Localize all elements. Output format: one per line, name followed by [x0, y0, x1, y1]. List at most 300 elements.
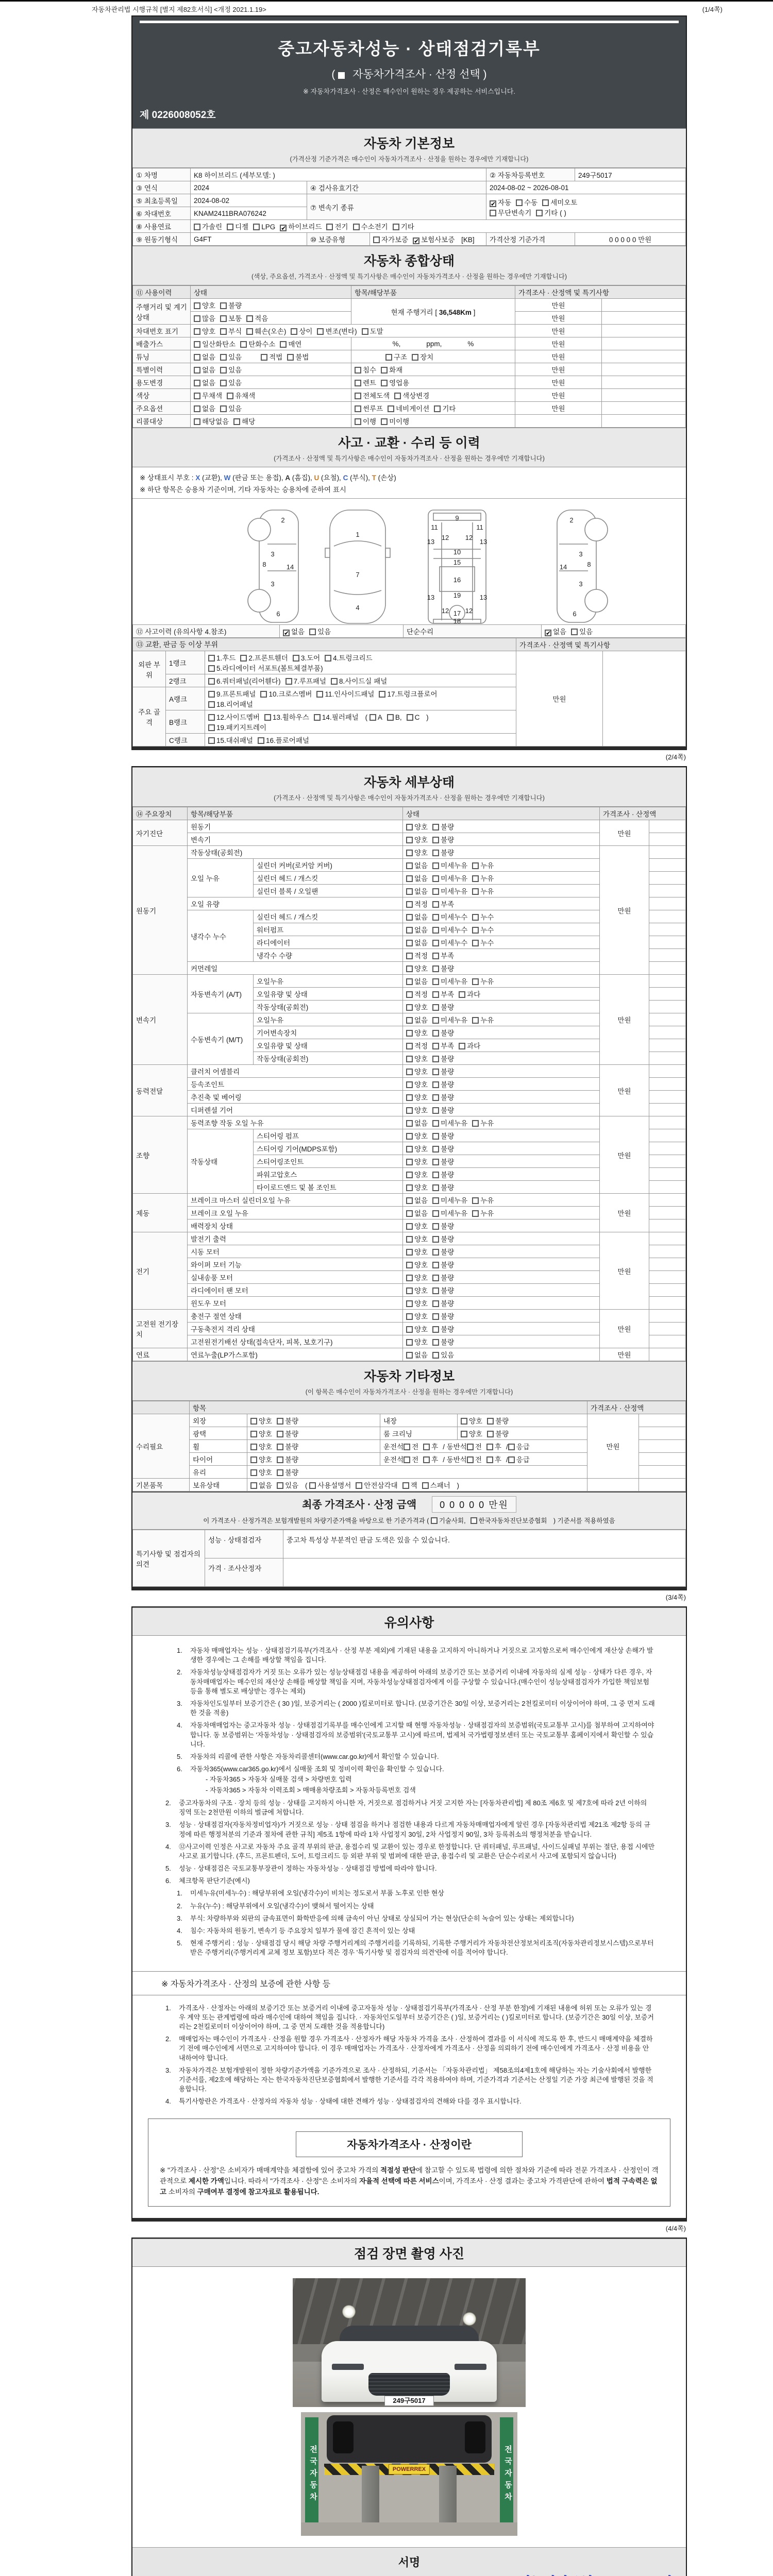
- checkbox[interactable]: [406, 1223, 413, 1230]
- checkbox[interactable]: [432, 927, 439, 934]
- checkbox-item[interactable]: [406, 1132, 428, 1140]
- checkbox-item[interactable]: [432, 1094, 454, 1101]
- checkbox-item[interactable]: [406, 1210, 428, 1217]
- checkbox[interactable]: [338, 72, 345, 79]
- checkbox-item[interactable]: [208, 690, 256, 698]
- checkbox[interactable]: [277, 1482, 283, 1489]
- checkbox[interactable]: [434, 405, 441, 412]
- checkbox-item[interactable]: [470, 1517, 547, 1524]
- checkbox-item[interactable]: [461, 1430, 482, 1438]
- checkbox-item[interactable]: [220, 366, 242, 374]
- checkbox-item[interactable]: [355, 379, 376, 387]
- checkbox-item[interactable]: [432, 913, 467, 921]
- checkbox-item[interactable]: [277, 1482, 298, 1489]
- checkbox-item[interactable]: [194, 315, 215, 323]
- checkbox-item[interactable]: [432, 1274, 454, 1282]
- checkbox-item[interactable]: [406, 1171, 428, 1179]
- checkbox[interactable]: ✔: [284, 630, 290, 637]
- checkbox[interactable]: [220, 328, 227, 335]
- checkbox-item[interactable]: [194, 405, 215, 413]
- checkbox-item[interactable]: [406, 1223, 428, 1230]
- checkbox-item[interactable]: [381, 418, 409, 426]
- checkbox[interactable]: [406, 1107, 413, 1114]
- checkbox-item[interactable]: [432, 1029, 454, 1037]
- checkbox-item[interactable]: [277, 1469, 298, 1477]
- checkbox[interactable]: [472, 1120, 479, 1127]
- checkbox-item[interactable]: [208, 724, 266, 732]
- checkbox-item[interactable]: [472, 1120, 494, 1127]
- checkbox-item[interactable]: [388, 405, 429, 413]
- checkbox-item[interactable]: [472, 1197, 494, 1205]
- checkbox[interactable]: [432, 1030, 439, 1037]
- checkbox[interactable]: [571, 629, 578, 635]
- checkbox-item[interactable]: [432, 1081, 454, 1089]
- checkbox-item[interactable]: [432, 926, 467, 934]
- checkbox[interactable]: [423, 1456, 430, 1463]
- checkbox-item[interactable]: [260, 690, 312, 698]
- checkbox[interactable]: [406, 862, 413, 869]
- checkbox-item[interactable]: [362, 328, 383, 335]
- checkbox[interactable]: [317, 328, 324, 335]
- checkbox-item[interactable]: [472, 875, 494, 883]
- checkbox-item[interactable]: [413, 236, 455, 244]
- checkbox-item[interactable]: [381, 379, 409, 387]
- checkbox[interactable]: [208, 655, 215, 662]
- checkbox[interactable]: [194, 405, 200, 412]
- checkbox-item[interactable]: [432, 1055, 454, 1063]
- checkbox[interactable]: [220, 405, 227, 412]
- checkbox-item[interactable]: [516, 199, 537, 207]
- checkbox-item[interactable]: [536, 209, 566, 217]
- checkbox-item[interactable]: [194, 353, 215, 361]
- checkbox-item[interactable]: [356, 1482, 397, 1489]
- checkbox[interactable]: [194, 380, 200, 386]
- checkbox-item[interactable]: [472, 926, 494, 934]
- checkbox-item[interactable]: [220, 405, 242, 413]
- checkbox-item[interactable]: [393, 223, 414, 231]
- checkbox-item[interactable]: [406, 1184, 428, 1192]
- checkbox[interactable]: [246, 315, 253, 322]
- checkbox-item[interactable]: [406, 862, 428, 870]
- checkbox[interactable]: [432, 1043, 439, 1049]
- checkbox-item[interactable]: [545, 628, 566, 636]
- checkbox-item[interactable]: [387, 714, 402, 721]
- checkbox[interactable]: [406, 1146, 413, 1153]
- checkbox[interactable]: [194, 302, 200, 309]
- checkbox-item[interactable]: [490, 199, 511, 207]
- checkbox[interactable]: [406, 1326, 413, 1333]
- checkbox[interactable]: [432, 1120, 439, 1127]
- checkbox-item[interactable]: [406, 1042, 428, 1050]
- checkbox-item[interactable]: [369, 714, 382, 721]
- checkbox[interactable]: [406, 1352, 413, 1359]
- checkbox-item[interactable]: [432, 901, 454, 908]
- checkbox[interactable]: [316, 691, 323, 698]
- checkbox[interactable]: [432, 1287, 439, 1294]
- checkbox[interactable]: [331, 678, 338, 685]
- checkbox[interactable]: [362, 328, 368, 335]
- checkbox-item[interactable]: [432, 836, 454, 844]
- checkbox[interactable]: [542, 199, 549, 206]
- checkbox[interactable]: [472, 888, 479, 895]
- checkbox-item[interactable]: [467, 1443, 482, 1451]
- checkbox[interactable]: [314, 714, 321, 721]
- checkbox[interactable]: [432, 888, 439, 895]
- checkbox[interactable]: [432, 1210, 439, 1217]
- checkbox-item[interactable]: [264, 714, 309, 721]
- checkbox[interactable]: [432, 1172, 439, 1178]
- checkbox-item[interactable]: [432, 888, 467, 895]
- checkbox-item[interactable]: [432, 1158, 454, 1166]
- checkbox[interactable]: [406, 1339, 413, 1346]
- checkbox-item[interactable]: [432, 1004, 454, 1011]
- checkbox-item[interactable]: [406, 1055, 428, 1063]
- checkbox[interactable]: [253, 224, 260, 230]
- checkbox[interactable]: [432, 1313, 439, 1320]
- checkbox[interactable]: [432, 1094, 439, 1101]
- checkbox[interactable]: [432, 978, 439, 985]
- checkbox-item[interactable]: [277, 1456, 298, 1464]
- checkbox-item[interactable]: [406, 901, 428, 908]
- checkbox-item[interactable]: [379, 690, 437, 698]
- checkbox-item[interactable]: [280, 223, 322, 231]
- checkbox[interactable]: [250, 1482, 257, 1489]
- checkbox[interactable]: [406, 1133, 413, 1140]
- checkbox-item[interactable]: [432, 1107, 454, 1114]
- checkbox[interactable]: [432, 875, 439, 882]
- checkbox-item[interactable]: [432, 1132, 454, 1140]
- checkbox-item[interactable]: [325, 654, 372, 662]
- checkbox[interactable]: [406, 901, 413, 908]
- checkbox-item[interactable]: [406, 1120, 428, 1127]
- checkbox-item[interactable]: [406, 849, 428, 857]
- checkbox[interactable]: [432, 1223, 439, 1230]
- checkbox[interactable]: [406, 1275, 413, 1281]
- checkbox-item[interactable]: [208, 654, 236, 662]
- checkbox[interactable]: [220, 315, 227, 322]
- checkbox[interactable]: [373, 236, 380, 243]
- checkbox-item[interactable]: [432, 1287, 454, 1295]
- checkbox-item[interactable]: [432, 1197, 467, 1205]
- checkbox[interactable]: [406, 1300, 413, 1307]
- checkbox-item[interactable]: [194, 341, 236, 348]
- checkbox[interactable]: [240, 341, 247, 348]
- checkbox[interactable]: [208, 737, 215, 744]
- checkbox-item[interactable]: [472, 862, 494, 870]
- checkbox-item[interactable]: [432, 1171, 454, 1179]
- checkbox[interactable]: [326, 224, 333, 230]
- checkbox-item[interactable]: [355, 418, 376, 426]
- checkbox[interactable]: [432, 965, 439, 972]
- checkbox-item[interactable]: [432, 1313, 454, 1320]
- checkbox[interactable]: [220, 354, 227, 361]
- checkbox[interactable]: [387, 714, 394, 721]
- checkbox[interactable]: [486, 1444, 493, 1450]
- checkbox-item[interactable]: [486, 1456, 501, 1464]
- checkbox[interactable]: [508, 1456, 515, 1463]
- checkbox-item[interactable]: [208, 677, 281, 685]
- checkbox-item[interactable]: [542, 199, 577, 207]
- checkbox-item[interactable]: [432, 1261, 454, 1269]
- checkbox[interactable]: [404, 1444, 410, 1450]
- checkbox-item[interactable]: [432, 1068, 454, 1076]
- checkbox[interactable]: [277, 1469, 283, 1476]
- checkbox[interactable]: [355, 405, 361, 412]
- checkbox-item[interactable]: [406, 1081, 428, 1089]
- checkbox[interactable]: [240, 655, 247, 662]
- checkbox-item[interactable]: [250, 1482, 272, 1489]
- checkbox[interactable]: [250, 1456, 257, 1463]
- checkbox-item[interactable]: [406, 1313, 428, 1320]
- checkbox[interactable]: [194, 393, 200, 399]
- checkbox[interactable]: [467, 1444, 474, 1450]
- checkbox[interactable]: [309, 629, 316, 635]
- checkbox-item[interactable]: [240, 654, 288, 662]
- checkbox[interactable]: [194, 315, 200, 322]
- checkbox[interactable]: [388, 405, 394, 412]
- checkbox-item[interactable]: [277, 1430, 298, 1438]
- checkbox[interactable]: [208, 724, 215, 731]
- checkbox[interactable]: [412, 354, 418, 361]
- checkbox[interactable]: [287, 354, 294, 361]
- checkbox[interactable]: [406, 1262, 413, 1268]
- checkbox[interactable]: [432, 1275, 439, 1281]
- checkbox-item[interactable]: [194, 392, 222, 400]
- checkbox-item[interactable]: [208, 665, 323, 672]
- checkbox-item[interactable]: [412, 353, 433, 361]
- checkbox-item[interactable]: [250, 1469, 272, 1477]
- checkbox[interactable]: [406, 1236, 413, 1243]
- checkbox[interactable]: [369, 714, 376, 721]
- checkbox-item[interactable]: [432, 1210, 467, 1217]
- checkbox-item[interactable]: [490, 209, 531, 217]
- checkbox[interactable]: [487, 1431, 494, 1437]
- checkbox[interactable]: [246, 328, 253, 335]
- checkbox[interactable]: [406, 978, 413, 985]
- checkbox[interactable]: [470, 1517, 477, 1524]
- checkbox[interactable]: [194, 341, 200, 348]
- checkbox[interactable]: [250, 1431, 257, 1437]
- checkbox[interactable]: [406, 1313, 413, 1320]
- checkbox[interactable]: [536, 210, 543, 216]
- checkbox[interactable]: [208, 691, 215, 698]
- checkbox-item[interactable]: [432, 939, 467, 947]
- checkbox[interactable]: [381, 367, 388, 374]
- checkbox[interactable]: [432, 837, 439, 843]
- checkbox-item[interactable]: [220, 328, 242, 335]
- checkbox[interactable]: [432, 1352, 439, 1359]
- checkbox-item[interactable]: [406, 1158, 428, 1166]
- checkbox[interactable]: [277, 1456, 283, 1463]
- checkbox[interactable]: [261, 354, 267, 361]
- checkbox-item[interactable]: [459, 1042, 480, 1050]
- checkbox-item[interactable]: [194, 302, 215, 310]
- checkbox[interactable]: [194, 328, 200, 335]
- checkbox-item[interactable]: [571, 628, 593, 636]
- checkbox-item[interactable]: [407, 714, 420, 721]
- checkbox-item[interactable]: [406, 1261, 428, 1269]
- checkbox[interactable]: [432, 1056, 439, 1062]
- checkbox-item[interactable]: [472, 913, 494, 921]
- checkbox-item[interactable]: [331, 677, 387, 685]
- checkbox[interactable]: [394, 393, 401, 399]
- checkbox-item[interactable]: [406, 1107, 428, 1114]
- checkbox-item[interactable]: [227, 223, 248, 231]
- checkbox[interactable]: [459, 1043, 465, 1049]
- checkbox[interactable]: [406, 1120, 413, 1127]
- checkbox-item[interactable]: [406, 991, 428, 998]
- checkbox[interactable]: [472, 862, 479, 869]
- checkbox-item[interactable]: [261, 353, 282, 361]
- checkbox[interactable]: [432, 1159, 439, 1165]
- checkbox[interactable]: [250, 1469, 257, 1476]
- checkbox[interactable]: [406, 1197, 413, 1204]
- checkbox[interactable]: [406, 1081, 413, 1088]
- checkbox[interactable]: [472, 978, 479, 985]
- checkbox[interactable]: [406, 965, 413, 972]
- checkbox-item[interactable]: [406, 1274, 428, 1282]
- checkbox[interactable]: [472, 1197, 479, 1204]
- checkbox[interactable]: [432, 1146, 439, 1153]
- checkbox-item[interactable]: [432, 1184, 454, 1192]
- checkbox[interactable]: [381, 418, 388, 425]
- checkbox[interactable]: [516, 199, 523, 206]
- checkbox-item[interactable]: [487, 1430, 509, 1438]
- checkbox[interactable]: [208, 678, 215, 685]
- checkbox[interactable]: [404, 1456, 410, 1463]
- checkbox-item[interactable]: [406, 1300, 428, 1308]
- checkbox-item[interactable]: [459, 991, 480, 998]
- checkbox[interactable]: [194, 224, 200, 230]
- checkbox-item[interactable]: [406, 888, 428, 895]
- checkbox[interactable]: [406, 837, 413, 843]
- checkbox[interactable]: [277, 1418, 283, 1425]
- checkbox[interactable]: [325, 655, 331, 662]
- checkbox[interactable]: [208, 665, 215, 672]
- checkbox-item[interactable]: [208, 714, 260, 721]
- checkbox-item[interactable]: [432, 1235, 454, 1243]
- checkbox-item[interactable]: [194, 223, 222, 231]
- checkbox[interactable]: [356, 1482, 362, 1489]
- checkbox[interactable]: [461, 1418, 467, 1425]
- checkbox[interactable]: [355, 380, 361, 386]
- checkbox[interactable]: [432, 862, 439, 869]
- checkbox-item[interactable]: [280, 341, 301, 348]
- checkbox[interactable]: [490, 210, 496, 216]
- checkbox-item[interactable]: [422, 1482, 450, 1489]
- checkbox[interactable]: [432, 1184, 439, 1191]
- checkbox-item[interactable]: [432, 849, 454, 857]
- checkbox[interactable]: [309, 1482, 316, 1489]
- checkbox-item[interactable]: [467, 1456, 482, 1464]
- checkbox-item[interactable]: [431, 1517, 466, 1524]
- checkbox[interactable]: [406, 1017, 413, 1024]
- checkbox-item[interactable]: [314, 714, 359, 721]
- checkbox-item[interactable]: [406, 1338, 428, 1346]
- checkbox[interactable]: [432, 1339, 439, 1346]
- checkbox[interactable]: [194, 354, 200, 361]
- checkbox-item[interactable]: [432, 991, 454, 998]
- checkbox[interactable]: [379, 691, 385, 698]
- checkbox[interactable]: [264, 714, 271, 721]
- checkbox-item[interactable]: [194, 328, 215, 335]
- checkbox-item[interactable]: [246, 328, 286, 335]
- checkbox[interactable]: ✔: [546, 630, 551, 637]
- checkbox[interactable]: [293, 655, 299, 662]
- checkbox-item[interactable]: [472, 939, 494, 947]
- checkbox-item[interactable]: [472, 1016, 494, 1024]
- checkbox[interactable]: [406, 1056, 413, 1062]
- checkbox[interactable]: [432, 1081, 439, 1088]
- checkbox-item[interactable]: [432, 1248, 454, 1256]
- checkbox[interactable]: [432, 1262, 439, 1268]
- checkbox[interactable]: [432, 940, 439, 946]
- checkbox-item[interactable]: [432, 1042, 454, 1050]
- checkbox-item[interactable]: [194, 379, 215, 387]
- checkbox-item[interactable]: [406, 1145, 428, 1153]
- checkbox-item[interactable]: [432, 1338, 454, 1346]
- checkbox[interactable]: [406, 1249, 413, 1256]
- checkbox-item[interactable]: [208, 701, 253, 708]
- checkbox-item[interactable]: [508, 1456, 530, 1464]
- checkbox-item[interactable]: [355, 392, 390, 400]
- checkbox-item[interactable]: [220, 353, 242, 361]
- checkbox-item[interactable]: [220, 302, 242, 310]
- checkbox-item[interactable]: [381, 366, 402, 374]
- checkbox-item[interactable]: [406, 836, 428, 844]
- checkbox-item[interactable]: [326, 223, 348, 231]
- checkbox[interactable]: [208, 701, 215, 708]
- checkbox[interactable]: [233, 418, 240, 425]
- checkbox[interactable]: [406, 875, 413, 882]
- checkbox[interactable]: [432, 1326, 439, 1333]
- checkbox[interactable]: [472, 927, 479, 934]
- checkbox[interactable]: [406, 940, 413, 946]
- checkbox[interactable]: [406, 914, 413, 921]
- checkbox-item[interactable]: [406, 1016, 428, 1024]
- checkbox[interactable]: [432, 1249, 439, 1256]
- checkbox-item[interactable]: [472, 888, 494, 895]
- checkbox-item[interactable]: [406, 1235, 428, 1243]
- checkbox-item[interactable]: [373, 236, 408, 244]
- checkbox[interactable]: [432, 1197, 439, 1204]
- checkbox[interactable]: [406, 1094, 413, 1101]
- checkbox-item[interactable]: [253, 223, 275, 231]
- checkbox-item[interactable]: [406, 1094, 428, 1101]
- checkbox[interactable]: [432, 901, 439, 908]
- checkbox-item[interactable]: [406, 1326, 428, 1333]
- checkbox[interactable]: [432, 1236, 439, 1243]
- checkbox[interactable]: [487, 1418, 494, 1425]
- checkbox[interactable]: [277, 1444, 283, 1450]
- checkbox[interactable]: [432, 1069, 439, 1075]
- checkbox[interactable]: [406, 991, 413, 998]
- checkbox-item[interactable]: [406, 1287, 428, 1295]
- checkbox-item[interactable]: [406, 875, 428, 883]
- checkbox[interactable]: ✔: [414, 238, 419, 245]
- checkbox-item[interactable]: [487, 1417, 509, 1425]
- checkbox[interactable]: [467, 1456, 474, 1463]
- checkbox-item[interactable]: [406, 823, 428, 831]
- checkbox[interactable]: [406, 1004, 413, 1011]
- checkbox-item[interactable]: [227, 392, 255, 400]
- checkbox-item[interactable]: [293, 654, 320, 662]
- checkbox-item[interactable]: [472, 1210, 494, 1217]
- checkbox[interactable]: [472, 1210, 479, 1217]
- checkbox-item[interactable]: [406, 1068, 428, 1076]
- checkbox[interactable]: [285, 678, 292, 685]
- checkbox[interactable]: [486, 1456, 493, 1463]
